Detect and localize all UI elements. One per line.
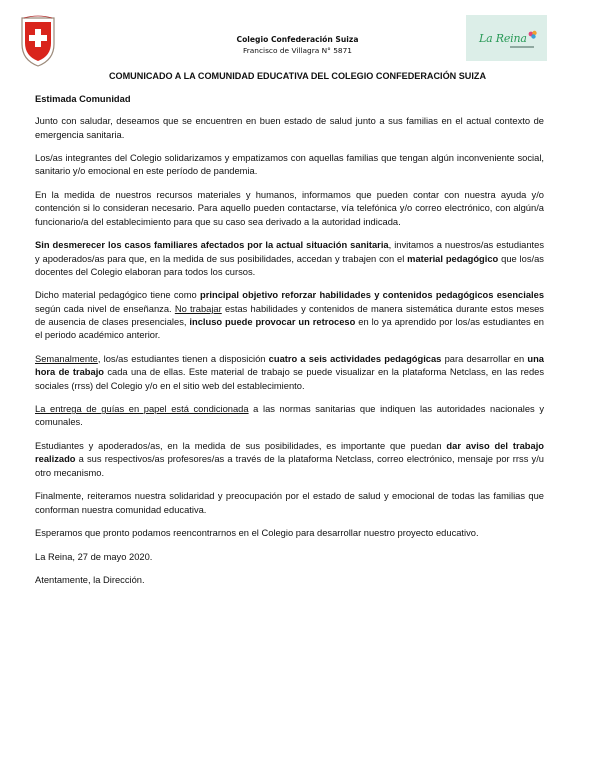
text-run: a sus respectivos/as profesores/as a través de la plataforma Netclass, correo electrónico, mensaje por rrss y/u otro mecanismo. xyxy=(35,454,544,478)
underlined-text: Semanalmente xyxy=(35,353,98,364)
paragraph-10: Esperamos que pronto podamos reencontrarnos en el Colegio para desarrollar nuestro proyecto educativo. xyxy=(35,528,479,539)
paragraph-8 xyxy=(35,440,544,480)
paragraph-7 xyxy=(35,403,544,430)
paragraph-5 xyxy=(35,289,544,342)
date-line: La Reina, 27 de mayo 2020. xyxy=(35,551,153,562)
text-run: , invitamos a nuestros/as estudiantes y apoderados/as para que, en la medida de sus posibilidades, accedan y trabajen con el xyxy=(35,240,545,264)
emphasis: incluso puede provocar un retroceso xyxy=(189,317,356,328)
underlined-text: La entrega de guías en papel está condicionada xyxy=(35,404,249,415)
paragraph-1: Junto con saludar, deseamos que se encuentren en buen estado de salud junto a sus familias en el actual contexto de emergencia sanitaria. xyxy=(35,116,544,140)
emphasis: material pedagógico xyxy=(407,253,499,264)
logo-text: La Reina xyxy=(479,32,527,45)
text-run: según cada nivel de enseñanza. xyxy=(35,303,175,314)
emphasis: cuatro a seis actividades pedagógicas xyxy=(268,353,442,364)
emphasis: dar aviso del trabajo realizado xyxy=(35,441,545,465)
emphasis: Sin desmerecer los casos familiares afectados por la actual situación sanitaria xyxy=(35,240,389,251)
text-run: , los/as estudiantes tienen a disposición xyxy=(97,353,269,364)
underlined-text: No trabajar xyxy=(174,303,222,314)
paragraph-4 xyxy=(35,239,544,279)
text-run: que los/as docentes del Colegio elaboran para todos los cursos. xyxy=(35,253,544,277)
letterhead xyxy=(180,34,415,57)
emphasis: principal objetivo reforzar habilidades y contenidos pedagógicos esenciales xyxy=(200,290,545,301)
paragraph-3: En la medida de nuestros recursos materiales y humanos, informamos que pueden contar con nuestra ayuda y/o contención si lo consideran necesario. Para aquello pueden contactarse, vía telefónica y/o correo electrónico, con algún/a funcionario/a del establecimiento para que su caso sea derivado a la autoridad indicada. xyxy=(35,190,544,227)
text-run: Estudiantes y apoderados/as, en la medida de sus posibilidades, es importante que puedan xyxy=(35,441,447,452)
text-run: para desarrollar en xyxy=(441,353,528,364)
logo-tagline-bar xyxy=(510,46,534,48)
letter-body xyxy=(35,93,544,598)
swiss-crest-icon xyxy=(18,14,58,68)
emphasis: una hora de trabajo xyxy=(35,353,544,378)
paragraph-6 xyxy=(35,353,544,393)
text-run: cada una de ellas. Este material de trabajo se puede visualizar en la plataforma Netclass, en las redes sociales (rrss) del Colegio y/o en el sitio web del establecimiento. xyxy=(35,367,545,391)
paragraph-2: Los/as integrantes del Colegio solidarizamos y empatizamos con aquellas familias que tengan algún inconveniente social, sanitario y/o emocional en este período de pandemia. xyxy=(35,153,544,177)
signature: Atentamente, la Dirección. xyxy=(35,575,145,586)
greeting: Estimada Comunidad xyxy=(35,94,131,104)
text-run: en lo ya aprendido por los/as estudiantes en el periodo académico anterior. xyxy=(35,317,544,341)
text-run: Dicho material pedagógico tiene como xyxy=(35,290,201,301)
school-address: Francisco de Villagra N° 5871 xyxy=(242,46,353,55)
text-run: a las normas sanitarias que indiquen las autoridades nacionales y comunales. xyxy=(35,404,544,428)
paragraph-9: Finalmente, reiteramos nuestra solidaridad y preocupación por el estado de salud y emocional de todas las familias que conforman nuestra comunidad educativa. xyxy=(35,491,544,515)
text-run: estas habilidades y contenidos de manera sistemática durante estos meses de ausencia de clases presenciales, xyxy=(35,303,544,328)
flower-icon xyxy=(528,30,538,40)
document-title: COMUNICADO A LA COMUNIDAD EDUCATIVA DEL COLEGIO CONFEDERACIÓN SUIZA xyxy=(108,71,487,81)
la-reina-logo-icon xyxy=(466,15,547,61)
school-name: Colegio Confederación Suiza xyxy=(236,35,359,44)
